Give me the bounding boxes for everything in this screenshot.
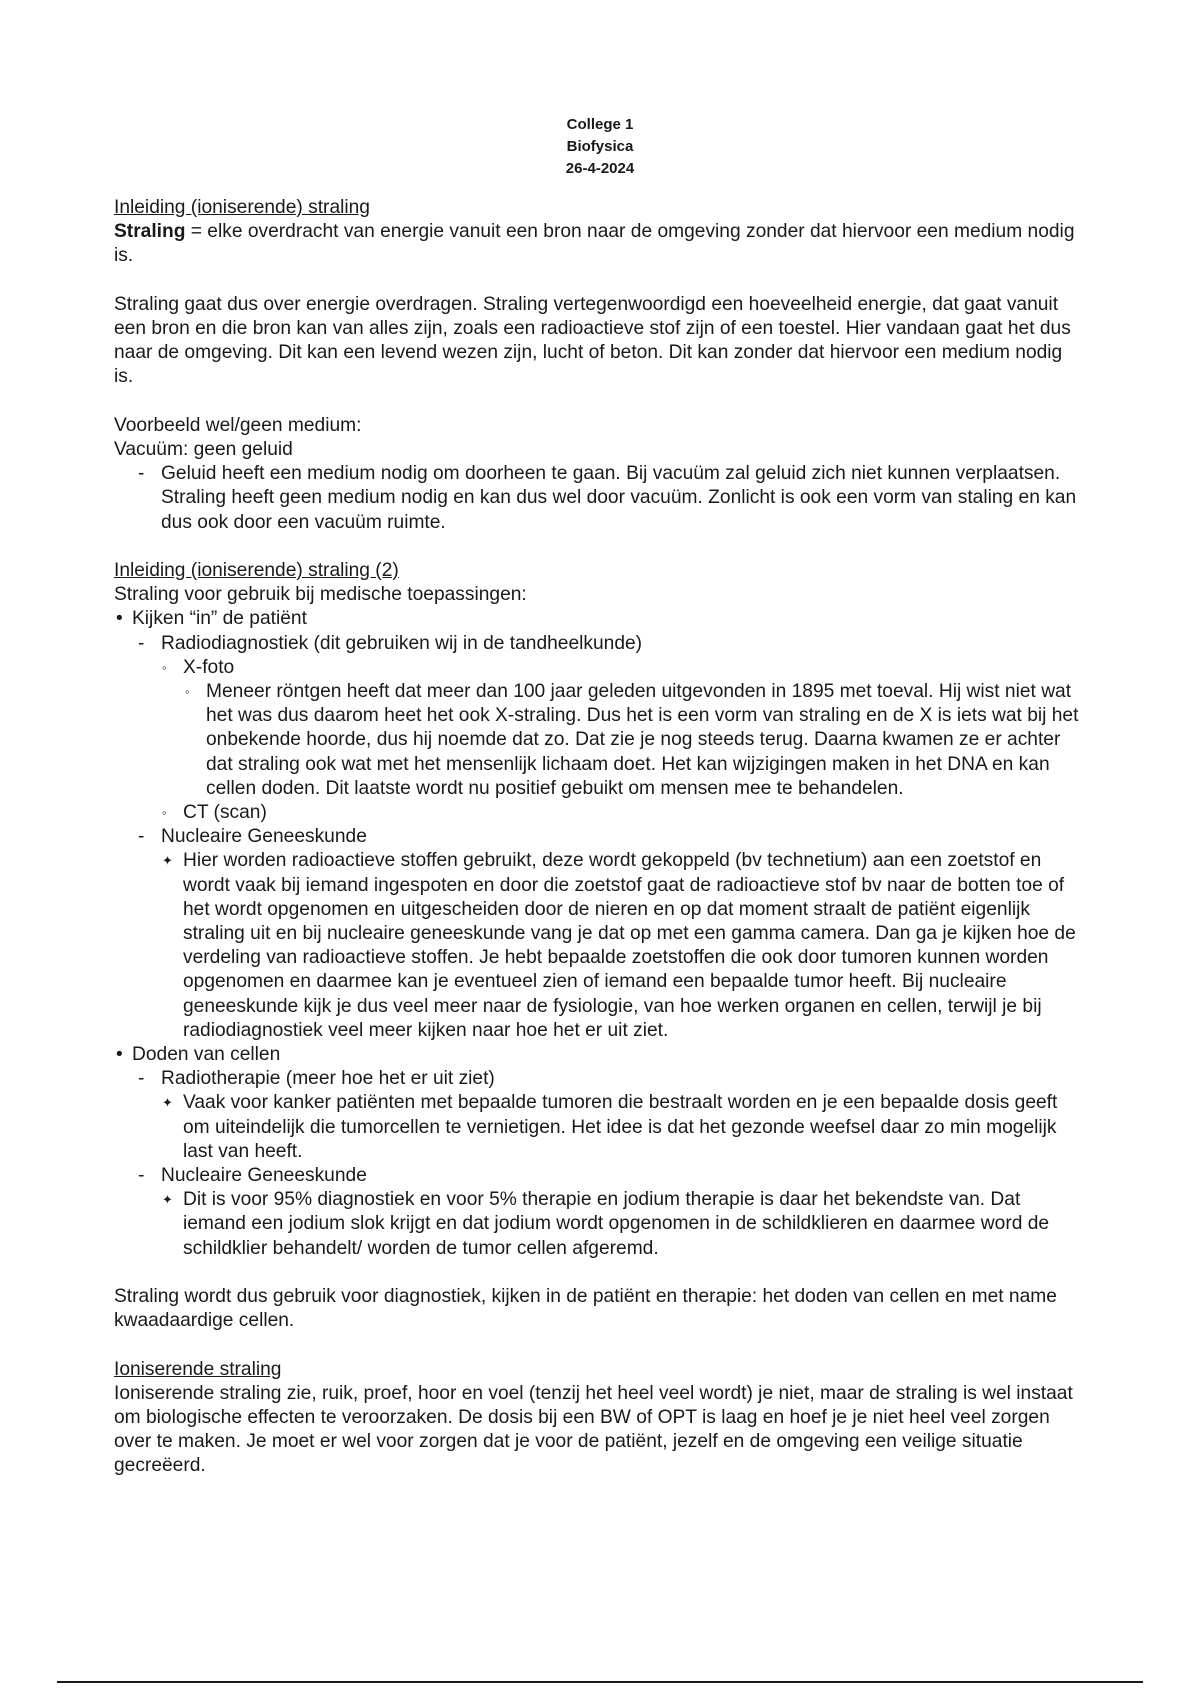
- dash-marker: -: [138, 463, 145, 485]
- list-item: - Nucleaire Geneeskunde: [114, 1164, 1086, 1188]
- document-header: [114, 114, 1086, 180]
- page-divider: [57, 1681, 1143, 1683]
- list-item: - Geluid heeft een medium nodig om doorheen te gaan. Bij vacuüm zal geluid zich niet kunnen verplaatsen. Straling heeft geen medium nodig en kan dus wel door vacuüm. Zonlicht is ook een vorm van staling en kan dus ook door een vacuüm ruimte.: [138, 463, 1077, 533]
- list-item: ◦ Meneer röntgen heeft dat meer dan 100 jaar geleden uitgevonden in 1895 met toeval. Hij wist niet wat het was dus daarom heet het ook X-straling. Dus het is een vorm van straling en de X is iets wat bij het onbekende hoorde, dus hij noemde dat zo. Dat zie je nog steeds terug. Daarna kwamen ze er achter dat straling ook wat met het mensenlijk lichaam doet. Het kan wijzigingen maken in het DNA en kan cellen doden. Dit laatste wordt nu positief gebuikt om mensen mee te behandelen.: [185, 681, 1079, 799]
- list-item: ✦ Hier worden radioactieve stoffen gebruikt, deze wordt gekoppeld (bv technetium) aan een zoetstof en wordt vaak bij iemand ingespoten en door die zoetstof gaat de radioactieve stof bv naar de botten toe of het wordt opgenomen en uitgescheiden door de nieren en op dat moment straalt de patiënt eigenlijk straling uit en bij nucleaire geneeskunde vang je dat op met een gamma camera. Dan ga je kijken hoe de verdeling van radioactieve stoffen. Je hebt bepaalde zoetstoffen die ook door tumoren kunnen worden opgenomen en daarmee kan je eventueel zien of iemand een bepaalde tumor heeft. Bij nucleaire geneeskunde kijk je dus veel meer naar de fysiologie, van hoe werken organen en cellen, terwijl je bij radiodiagnostiek veel meer kijken naar hoe het er uit ziet.: [162, 850, 1076, 1041]
- star-marker: ✦: [162, 1192, 173, 1208]
- section-heading-intro: Inleiding (ioniserende) straling: [114, 197, 370, 218]
- header-subject: Biofysica: [566, 138, 634, 155]
- list-item: ◦ CT (scan): [114, 801, 1086, 825]
- list-item: - Nucleaire Geneeskunde: [114, 825, 1086, 849]
- circle-marker: ◦: [162, 659, 167, 675]
- example-list: [114, 462, 1086, 535]
- header-date: 26-4-2024: [565, 160, 635, 177]
- dash-marker: -: [138, 632, 145, 654]
- definition-term: Straling: [114, 221, 186, 243]
- star-marker: ✦: [162, 853, 173, 869]
- section-heading-intro-2: Inleiding (ioniserende) straling (2): [114, 560, 399, 581]
- list-item: • Doden van cellen: [114, 1043, 1086, 1067]
- circle-marker: ◦: [185, 684, 190, 700]
- list-item: ✦ Dit is voor 95% diagnostiek en voor 5% therapie en jodium therapie is daar het bekendste van. Dat iemand een jodium slok krijgt en dat jodium wordt opgenomen in de schildklieren en daarmee word de schildklier behandelt/ worden de tumor cellen afgeremd.: [162, 1189, 1050, 1259]
- dash-marker: -: [138, 1165, 145, 1187]
- list-item: - Radiotherapie (meer hoe het er uit ziet): [114, 1067, 1086, 1091]
- applications-intro: Straling voor gebruik bij medische toepassingen:: [114, 584, 527, 606]
- circle-marker: ◦: [162, 805, 167, 821]
- section-heading-ionizing: Ioniserende straling: [114, 1358, 282, 1380]
- list-item: • Kijken “in” de patiënt: [114, 607, 1086, 631]
- dash-marker: -: [138, 826, 145, 848]
- dash-marker: -: [138, 1068, 145, 1090]
- bullet-marker: •: [116, 608, 123, 630]
- list-item: ◦ X-foto: [114, 656, 1086, 680]
- header-college: College 1: [566, 116, 634, 133]
- list-item: ✦ Vaak voor kanker patiënten met bepaalde tumoren die bestraalt worden en je een bepaalde dosis geeft om uiteindelijk die tumorcellen te vernietigen. Het idee is dat het gezonde weefsel daar zo min mogelijk last van heeft.: [162, 1092, 1058, 1162]
- document-page: [114, 114, 1086, 1479]
- example-line: Voorbeeld wel/geen medium:: [114, 414, 362, 436]
- definition-text: = elke overdracht van energie vanuit een bron naar de omgeving zonder dat hiervoor een medium nodig is.: [114, 221, 1075, 267]
- list-item: - Radiodiagnostiek (dit gebruiken wij in de tandheelkunde): [114, 632, 1086, 656]
- definition-paragraph: [114, 220, 1086, 268]
- bullet-marker: •: [116, 1044, 123, 1066]
- summary-paragraph: Straling wordt dus gebruik voor diagnostiek, kijken in de patiënt en therapie: het doden van cellen en met name kwaadaardige cellen.: [114, 1286, 1057, 1332]
- star-marker: ✦: [162, 1095, 173, 1111]
- example-vacuum-line: Vacuüm: geen geluid: [114, 439, 293, 460]
- applications-list: [114, 607, 1086, 631]
- intro-paragraph: Straling gaat dus over energie overdragen. Straling vertegenwoordigd een hoeveelheid energie, dat gaat vanuit een bron en die bron kan van alles zijn, zoals een radioactieve stof zijn of een toestel. Hier vandaan gaat het dus naar de omgeving. Dit kan een levend wezen zijn, lucht of beton. Dit kan zonder dat hiervoor een medium nodig is.: [114, 293, 1071, 388]
- ionizing-paragraph: Ioniserende straling zie, ruik, proef, hoor en voel (tenzij het heel veel wordt) je niet, maar de straling is wel instaat om biologische effecten te veroorzaken. De dosis bij een BW of OPT is laag en hoef je je niet heel veel zorgen over te maken. Je moet er wel voor zorgen dat je voor de patiënt, jezelf en de omgeving een veilige situatie gecreëerd.: [114, 1382, 1073, 1477]
